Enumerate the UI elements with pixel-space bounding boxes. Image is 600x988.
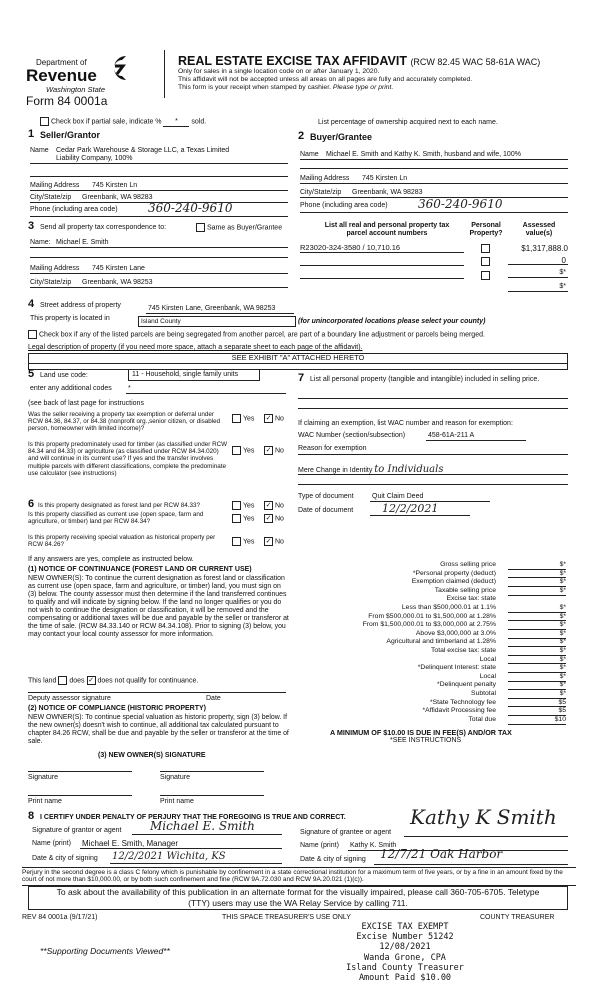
tax-row-label: Local (479, 655, 496, 663)
tax-row-value[interactable]: $* (508, 673, 566, 682)
tax-row-value[interactable]: $5 (508, 707, 566, 716)
tax-row-value[interactable]: $* (508, 578, 566, 587)
state-label: Washington State (46, 85, 106, 94)
tax-row-value[interactable]: $* (508, 604, 566, 613)
rule (160, 771, 264, 772)
tax-row-value[interactable]: $* (508, 656, 566, 665)
personal-checkbox-1[interactable] (481, 244, 492, 253)
deputy-date-label: Date (206, 695, 221, 702)
tax-row-label: Agricultural and timberland at 1.28% (386, 638, 496, 646)
assessed-value-4[interactable]: $* (559, 283, 566, 290)
rule (300, 168, 568, 169)
seller-phone-label: Phone (including area code) (30, 206, 118, 213)
rule (300, 183, 568, 184)
rule (126, 393, 286, 394)
exemption-question: Was the seller receiving a property tax exemption or deferral under RCW 84.36, 84.37, or 84.38 (nonprofit org.,senior citizen, or disabled person, homeowner with limited income)? (28, 411, 221, 433)
buyer-name-label: Name (300, 151, 319, 158)
tax-row-value[interactable]: $10 (508, 716, 566, 725)
seller-name-label: Name (30, 147, 49, 154)
doc-date-label: Date of document (298, 507, 354, 514)
section-5-number: 5 (28, 368, 35, 380)
same-as-buyer: Same as Buyer/Grantee (196, 223, 282, 232)
tax-row-value[interactable]: $* (508, 587, 566, 596)
buyer-phone[interactable]: 360-240-9610 (418, 197, 503, 211)
partial-sale-percent[interactable]: * (163, 118, 189, 127)
assessed-header: Assessed value(s) (522, 222, 556, 238)
historic-no[interactable]: ✓ No (265, 538, 284, 546)
note-line-1: Only for sales in a single location code on or after January 1, 2020. (178, 68, 380, 75)
tax-row-label: Less than $500,000.01 at 1.1% (401, 604, 496, 611)
correspondence-label: Send all property tax correspondence to: (40, 224, 167, 231)
grantee-name-label: Name (print) (300, 842, 339, 849)
seller-address[interactable]: 745 Kirsten Ln (92, 182, 138, 189)
tax-row-value[interactable]: $* (508, 621, 566, 630)
seller-phone[interactable]: 360-240-9610 (148, 201, 233, 215)
see-instructions-note: *SEE INSTRUCTIONS (390, 737, 462, 744)
perjury-statement: Perjury in the second degree is a class C felony which is punishable by confinement in a state correctional institution for a maximum term of five years, or by a fine in an amount fixed by the court of not more than $10,000.00, or by both such confinement and fine (RCW 9A.72.030 and RCW 9A.20.021 (1)(c)). (22, 867, 576, 886)
rule (300, 252, 464, 253)
same-as-buyer-checkbox[interactable] (196, 223, 205, 232)
tax-row-label: Local (479, 672, 496, 680)
rule (298, 474, 568, 475)
grantee-date-city[interactable]: 12/7/21 Oak Harbor (380, 847, 503, 861)
section-3-number: 3 (28, 220, 35, 232)
rule (30, 257, 288, 258)
rule (370, 515, 470, 516)
section-4-number: 4 (28, 298, 35, 310)
ownership-note: List percentage of ownership acquired next to each name. (318, 119, 498, 126)
treasurer-use-label: THIS SPACE TREASURER'S USE ONLY (222, 914, 351, 921)
rule (298, 408, 568, 409)
tax-row-label: Exemption claimed (deduct) (411, 578, 496, 586)
rule (30, 176, 288, 177)
timber-question: Is this property predominately used for timber (as classified under RCW 84.34 and 84.33) or agriculture (as classified under RCW 84.34.020) and will continue in its current use? If yes and the transfer involves multiple parcels with different classifications, complete the predominate use calculator (see instructions) (28, 441, 228, 477)
corr-address-label: Mailing Address (30, 265, 80, 272)
seller-name[interactable]: Cedar Park Warehouse & Storage LLC, a Texas Limited (56, 147, 230, 154)
certify-statement: I CERTIFY UNDER PENALTY OF PERJURY THAT THE FOREGOING IS TRUE AND CORRECT. (40, 814, 346, 821)
doc-date[interactable]: 12/2/2021 (382, 502, 439, 515)
forest-yes[interactable]: Yes (232, 501, 254, 510)
located-in-label: This property is located in (30, 315, 110, 322)
tax-row-label: Total excise tax: state (431, 647, 496, 654)
rule (300, 278, 464, 279)
personal-property-label: List all personal property (tangible and intangible) included in selling price. (310, 376, 540, 383)
tax-row-value[interactable]: $* (508, 690, 566, 699)
grantee-signature[interactable]: Kathy K Smith (410, 805, 557, 829)
county-select[interactable]: Island County (138, 316, 296, 327)
corr-city[interactable]: Greenbank, WA 98253 (82, 279, 153, 286)
does-checkbox[interactable] (58, 676, 67, 685)
current-use-yes[interactable]: Yes (232, 514, 254, 523)
tax-row-label: *State Technology fee (429, 698, 496, 706)
seller-address-label: Mailing Address (30, 182, 80, 189)
tax-row-value[interactable]: $* (508, 664, 566, 673)
q2-no[interactable]: ✓ No (265, 447, 284, 455)
historic-yes[interactable]: Yes (232, 537, 254, 546)
personal-checkbox-2[interactable] (481, 257, 492, 266)
rule (508, 291, 568, 292)
owner-signature-label-1: Signature (28, 774, 58, 781)
tax-row-value[interactable]: $* (508, 681, 566, 690)
assessed-value-3[interactable]: $* (559, 269, 566, 276)
section-8-number: 8 (28, 810, 35, 822)
reason-label: Reason for exemption (298, 445, 367, 452)
wac-number[interactable]: 458-61A-211 A (428, 432, 475, 439)
seller-city-label: City/State/zip (30, 194, 72, 201)
wac-label: WAC Number (section/subsection) (298, 432, 406, 439)
revenue-logo-text: Revenue (26, 66, 97, 85)
rule (146, 313, 294, 314)
legal-description-extra[interactable] (28, 362, 568, 370)
current-use-no[interactable]: ✓ No (265, 515, 284, 523)
rule (28, 692, 286, 693)
forest-no[interactable]: ✓ No (265, 502, 284, 510)
section-2-number: 2 (298, 130, 305, 142)
rule (300, 212, 568, 213)
notice-3-heading: (3) NEW OWNER(S) SIGNATURE (98, 752, 206, 759)
parcel-header: List all real and personal property tax parcel account numbers (324, 222, 450, 238)
section-1-number: 1 (28, 128, 35, 140)
seller-name-cont[interactable]: Liability Company, 100% (56, 155, 133, 162)
personal-header: Personal Property? (469, 222, 503, 238)
see-instructions: (see back of last page for instructions (28, 400, 144, 407)
buyer-city[interactable]: Greenbank, WA 98283 (352, 189, 423, 196)
grantee-name[interactable]: Kathy K. Smith (350, 842, 397, 849)
assessed-value-1[interactable]: $1,317,888.0 (521, 244, 568, 253)
treasurer-stamp: EXCISE TAX EXEMPT Excise Number 51242 12/08/2021 Wanda Grone, CPA Island County Treasurer Amount Paid $10.00 (346, 922, 464, 983)
legal-description-label: Legal description of property (if you need more space, attach a separate sheet to each page of the affidavit). (28, 344, 363, 351)
parcel-number[interactable]: R23020-324-3580 / 10,710.16 (300, 243, 401, 252)
reason-value[interactable]: Mere Change in Identity to Individuals (298, 464, 444, 475)
rule (298, 484, 568, 485)
form-number: Form 84 0001a (26, 94, 108, 108)
tax-row-value[interactable]: $* (508, 561, 566, 570)
rule (300, 265, 464, 266)
grantor-signature-label: Signature of grantor or agent (32, 827, 122, 834)
does-not-checkbox[interactable]: ✓ (88, 677, 94, 684)
owner-print-label-2: Print name (160, 798, 194, 805)
doc-type-label: Type of document (298, 493, 354, 500)
rule (426, 440, 526, 441)
tax-row-label: *Delinquent Interest: state (417, 664, 496, 672)
corr-city-label: City/State/zip (30, 279, 72, 286)
grantor-name-label: Name (print) (32, 840, 71, 847)
rule (30, 247, 288, 248)
tax-row-label: From $500,000.01 to $1,500,000 at 1.28% (368, 612, 496, 620)
rule (30, 216, 288, 217)
rule (110, 863, 282, 864)
forest-question: Is this property designated as forest land per RCW 84.33? (38, 502, 201, 509)
tax-row-label: Total due (468, 715, 496, 723)
assessed-value-2[interactable]: 0 (561, 256, 566, 265)
page-title: REAL ESTATE EXCISE TAX AFFIDAVIT (RCW 82.45 WAC 58-61A WAC) (178, 54, 541, 68)
rule (30, 287, 288, 288)
unincorporated-note: (for unincorporated locations please select your county) (298, 318, 486, 325)
note-line-2: This affidavit will not be accepted unless all areas on all pages are fully and accurately completed. (178, 76, 473, 83)
grantor-date-label: Date & city of signing (32, 855, 98, 862)
segregation-row: Check box if any of the listed parcels are being segregated from another parcel, are part of a boundary line adjustment or parcels being merged. (28, 330, 485, 339)
historic-question: Is this property receiving special valuation as historical property per RCW 84.26? (28, 534, 216, 549)
tax-row-label: *Personal property (deduct) (412, 569, 496, 577)
q1-yes[interactable]: Yes (232, 414, 254, 423)
tax-row-label: Taxable selling price (434, 586, 496, 594)
rule (28, 771, 132, 772)
rule (132, 834, 282, 835)
accessibility-note: To ask about the availability of this publication in an alternate format for the visually impaired, please call 360-705-6705. Teletype (TTY) users may use the WA Relay Service by calling 711. (28, 886, 568, 910)
buyer-heading: Buyer/Grantee (310, 132, 373, 142)
rule (508, 264, 568, 265)
revision-label: REV 84 0001a (9/17/21) (22, 914, 98, 921)
owner-signature-label-2: Signature (160, 774, 190, 781)
legal-description-field[interactable]: SEE EXHIBIT "A" ATTACHED HERETO (28, 353, 568, 364)
seller-heading: Seller/Grantor (40, 130, 101, 140)
land-use-label: Land use code: (40, 372, 88, 379)
tax-row-label: Gross selling price (440, 561, 496, 568)
notice-1-heading: (1) NOTICE OF CONTINUANCE (FOREST LAND OR CURRENT USE) (28, 566, 252, 573)
rule (160, 795, 264, 796)
tax-row-label: From $1,500,000.01 to $3,000,000 at 2.75% (362, 621, 496, 629)
buyer-address[interactable]: 745 Kirsten Ln (362, 175, 408, 182)
rule (508, 277, 568, 278)
corr-name[interactable]: Michael E. Smith (56, 239, 109, 246)
rule (30, 190, 288, 191)
notice-1-text: NEW OWNER(S): To continue the current designation as forest land or classification as current use (open space, farm and agriculture, or timber) land, you must sign on (3) below. The county assessor must then determine if the land transferred continues to qualify and will indicate by signing below. If the land no longer qualifies or you do not wish to continue the designation or classification, it will be removed and the compensating or additional taxes will be due and payable by the seller or transferor at the time of sale. (RCW 84.33.140 or RCW 84.34.108). Prior to signing (3) below, you may contact your local county assessor for more information. (28, 575, 289, 638)
rule (30, 273, 288, 274)
buyer-city-label: City/State/zip (300, 189, 342, 196)
tax-row-value[interactable]: $5 (508, 699, 566, 708)
grantee-date-label: Date & city of signing (300, 856, 366, 863)
corr-name-label: Name: (30, 239, 51, 246)
personal-checkbox-3[interactable] (481, 271, 492, 280)
rule (404, 836, 568, 837)
partial-sale-checkbox[interactable] (40, 117, 49, 126)
tax-row-value[interactable]: $* (508, 638, 566, 647)
q2-yes[interactable]: Yes (232, 446, 254, 455)
street-address-label: Street address of property (40, 302, 121, 309)
section-7-number: 7 (298, 372, 305, 384)
county-treasurer-label: COUNTY TREASURER (480, 914, 555, 921)
notice-2-heading: (2) NOTICE OF COMPLIANCE (HISTORIC PROPERTY) (28, 705, 206, 712)
partial-sale-row: Check box if partial sale, indicate % * sold. (40, 117, 206, 127)
rule (298, 454, 568, 455)
section-6-number: 6 (28, 498, 35, 510)
additional-codes-value[interactable]: * (128, 385, 131, 392)
note-line-3: This form is your receipt when stamped by cashier. Please type or print. (178, 84, 394, 91)
rule (300, 159, 568, 160)
segregation-checkbox[interactable] (28, 330, 37, 339)
tax-row-value[interactable]: $* (508, 570, 566, 579)
tax-row-value[interactable]: $* (508, 613, 566, 622)
rule (28, 795, 132, 796)
supporting-docs-note: **Supporting Documents Viewed** (40, 946, 170, 956)
grantee-signature-label: Signature of grantee or agent (300, 829, 392, 836)
grantor-date-city[interactable]: 12/2/2021 Wichita, KS (112, 851, 226, 862)
rule (30, 163, 288, 164)
additional-codes-label: enter any additional codes (30, 385, 112, 392)
q1-no[interactable]: ✓ No (265, 415, 284, 423)
tax-row-label: Excise tax: state (446, 595, 496, 603)
tax-row-value[interactable]: $* (508, 647, 566, 656)
header-divider (164, 50, 165, 98)
exemption-label: If claiming an exemption, list WAC number and reason for exemption: (298, 420, 513, 427)
doc-type[interactable]: Quit Claim Deed (372, 493, 424, 500)
rule (374, 864, 568, 865)
corr-address[interactable]: 745 Kirsten Lane (92, 265, 145, 272)
minimum-due: A MINIMUM OF $10.00 IS DUE IN FEE(S) AND/OR TAX (330, 728, 512, 737)
grantor-signature[interactable]: Michael E. Smith (150, 819, 255, 833)
tax-row-label: *Affidavit Processing fee (422, 707, 496, 715)
seller-city[interactable]: Greenbank, WA 98283 (82, 194, 153, 201)
revenue-logo-icon (106, 52, 128, 82)
notice-2-text: NEW OWNER(S): To continue special valuation as historic property, sign (3) below. If the new owner(s) doesn't wish to continue, all additional tax calculated pursuant to chapter 84.26 RCW, shall be due and payable by the seller or transferor at the time of sale. (28, 714, 289, 745)
buyer-address-label: Mailing Address (300, 175, 350, 182)
owner-print-label-1: Print name (28, 798, 62, 805)
buyer-phone-label: Phone (including area code) (300, 202, 388, 209)
buyer-name[interactable]: Michael E. Smith and Kathy K. Smith, husband and wife, 100% (326, 151, 521, 158)
tax-row-value[interactable]: $* (508, 630, 566, 639)
rule (298, 398, 568, 399)
rule (80, 848, 282, 849)
dept-label: Department of (36, 58, 87, 67)
if-any-yes: If any answers are yes, complete as instructed below. (28, 556, 194, 563)
deputy-signature-label: Deputy assessor signature (28, 695, 111, 702)
tax-row-label: Subtotal (471, 690, 496, 697)
current-use-question: Is this property classified as current use (open space, farm and agriculture, or timber) land per RCW 84.34? (28, 511, 204, 526)
land-use-code[interactable]: 11 - Household, single family units (128, 369, 260, 381)
tax-row-label: Above $3,000,000 at 3.0% (415, 629, 496, 637)
this-land-row: This land does ✓ does not qualify for continuance. (28, 677, 199, 685)
property-address[interactable]: 745 Kirsten Lane, Greenbank, WA 98253 (148, 305, 276, 312)
grantor-name[interactable]: Michael E. Smith, Manager (82, 839, 179, 848)
tax-row-label: *Delinquent penalty (437, 681, 496, 689)
